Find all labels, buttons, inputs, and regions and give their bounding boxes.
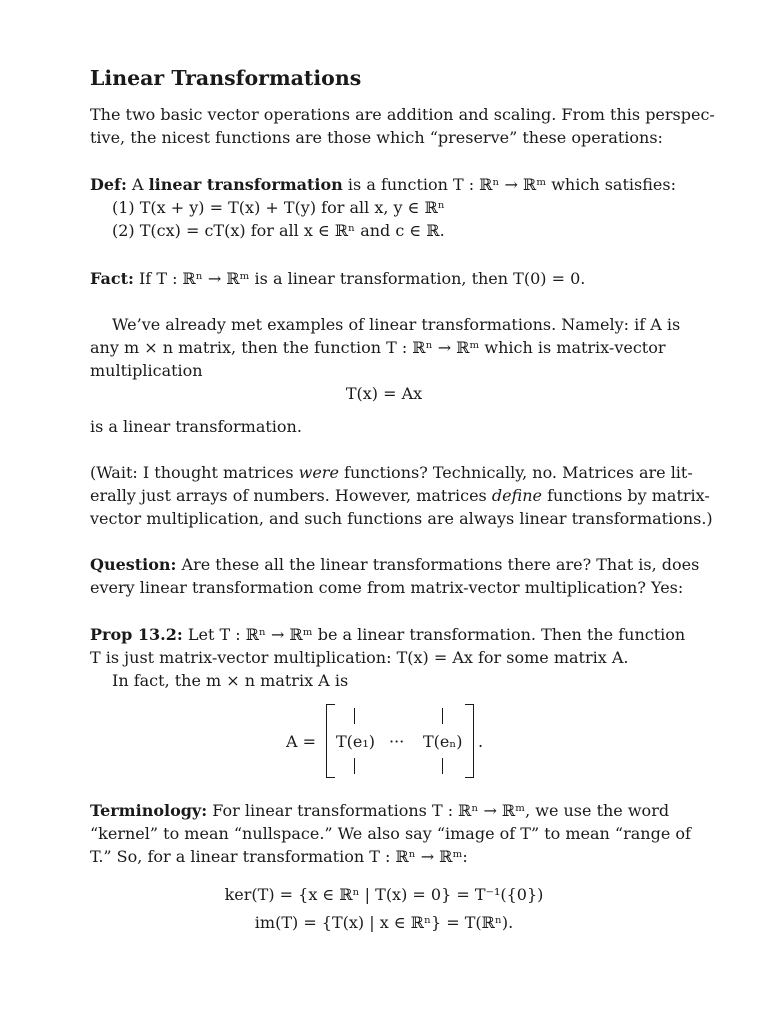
definition-term: linear transformation	[148, 175, 343, 194]
matrix-dots: ···	[389, 732, 405, 751]
terminology-line-3: T.” So, for a linear transformation T : ℝⁿ → ℝᵐ:	[90, 847, 468, 866]
aside-line-2-post: functions by matrix-	[547, 486, 710, 505]
matrix-display	[286, 702, 506, 782]
intro-line-2: tive, the nicest functions are those which “preserve” these operations:	[90, 128, 663, 147]
terminology-label: Terminology:	[90, 801, 208, 820]
matrix-column-bar	[442, 708, 443, 724]
aside-line-1	[90, 462, 693, 484]
aside-line-2-pre: erally just arrays of numbers. However, matrices	[90, 486, 487, 505]
question-line-1	[90, 554, 700, 576]
matrix-last-column: T(eₙ)	[423, 732, 463, 751]
matrix-column-bar	[354, 758, 355, 774]
definition-item-1: (1) T(x + y) = T(x) + T(y) for all x, y ∈ ℝⁿ	[112, 198, 445, 217]
fact-label: Fact:	[90, 269, 134, 288]
examples-after: is a linear transformation.	[90, 417, 302, 436]
terminology-line-1	[90, 800, 680, 822]
prop-text-1: Let T : ℝⁿ → ℝᵐ be a linear transformation. Then the function	[187, 625, 686, 644]
examples-line-3: multiplication	[90, 361, 203, 380]
matrix-left-bracket	[326, 704, 335, 778]
aside-line-2-emphasis: define	[491, 486, 542, 505]
matrix-lhs: A =	[286, 732, 317, 751]
prop-line-1	[90, 624, 686, 646]
fact-line	[90, 268, 680, 290]
matrix-column-bar	[442, 758, 443, 774]
definition-pre: A	[131, 175, 144, 194]
definition-line	[90, 174, 680, 196]
definition-post: is a function T : ℝⁿ → ℝᵐ which satisfies:	[347, 175, 676, 194]
matrix-first-column: T(e₁)	[336, 732, 376, 751]
prop-label: Prop 13.2:	[90, 625, 183, 644]
aside-line-1-emphasis: were	[298, 463, 339, 482]
terminology-line-2: “kernel” to mean “nullspace.” We also say “image of T” to mean “range of	[90, 824, 691, 843]
fact-text: If T : ℝⁿ → ℝᵐ is a linear transformation, then T(0) = 0.	[138, 269, 586, 288]
definition-item-2: (2) T(cx) = cT(x) for all x ∈ ℝⁿ and c ∈ ℝ.	[112, 221, 445, 240]
question-line-2: every linear transformation come from matrix-vector multiplication? Yes:	[90, 578, 684, 597]
examples-equation: T(x) = Ax	[345, 384, 423, 403]
matrix-right-bracket	[465, 704, 474, 778]
intro-line-1: The two basic vector operations are addition and scaling. From this perspec-	[90, 105, 715, 124]
prop-line-2: T is just matrix-vector multiplication: T(x) = Ax for some matrix A.	[90, 648, 629, 667]
prop-line-3: In fact, the m × n matrix A is	[112, 671, 349, 690]
matrix-period: .	[478, 732, 484, 751]
image-equation: im(T) = {T(x) | x ∈ ℝⁿ} = T(ℝⁿ).	[254, 913, 514, 932]
matrix-column-bar	[354, 708, 355, 724]
examples-line-2: any m × n matrix, then the function T : ℝⁿ → ℝᵐ which is matrix-vector	[90, 338, 666, 357]
aside-line-3: vector multiplication, and such functions are always linear transformations.)	[90, 509, 713, 528]
kernel-equation: ker(T) = {x ∈ ℝⁿ | T(x) = 0} = T⁻¹({0})	[224, 885, 544, 904]
examples-line-1: We’ve already met examples of linear transformations. Namely: if A is	[112, 315, 681, 334]
question-text-1: Are these all the linear transformations there are? That is, does	[181, 555, 700, 574]
section-title: Linear Transformations	[90, 66, 362, 90]
aside-line-2	[90, 485, 710, 507]
terminology-text-1: For linear transformations T : ℝⁿ → ℝᵐ, we use the word	[212, 801, 670, 820]
aside-line-1-post: functions? Technically, no. Matrices are lit-	[344, 463, 693, 482]
question-label: Question:	[90, 555, 177, 574]
definition-label: Def:	[90, 175, 127, 194]
aside-line-1-pre: (Wait: I thought matrices	[90, 463, 294, 482]
